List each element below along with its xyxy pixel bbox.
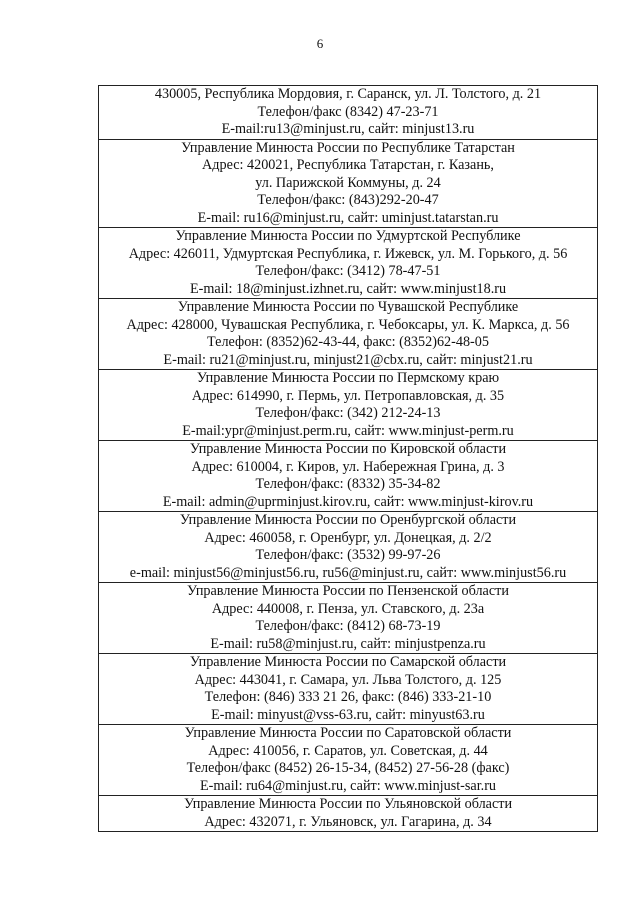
entry-line: Телефон: (8352)62-43-44, факс: (8352)62-48-05	[207, 334, 489, 350]
entry-line: 430005, Республика Мордовия, г. Саранск, ул. Л. Толстого, д. 21	[154, 86, 542, 102]
entry-line: Адрес: 440008, г. Пенза, ул. Ставского, д. 23а	[211, 600, 485, 617]
table-row	[99, 369, 597, 440]
entry-line: Управление Минюста России по Оренбургской области	[179, 512, 517, 528]
entry-line: Телефон/факс (8342) 47-23-71	[257, 103, 439, 120]
entry-line: Телефон: (846) 333 21 26, факс: (846) 333-21-10	[204, 689, 492, 705]
entry-line: Адрес: 420021, Республика Татарстан, г. Казань,	[202, 157, 494, 173]
entry-line: Адрес: 460058, г. Оренбург, ул. Донецкая, д. 2/2	[204, 529, 492, 546]
table-row	[99, 227, 597, 298]
entry-line: Управление Минюста России по Самарской области	[189, 654, 507, 670]
entry-line: Управление Минюста России по Ульяновской области	[183, 796, 513, 812]
entry-line: E-mail: 18@minjust.izhnet.ru, сайт: www.minjust18.ru	[189, 280, 507, 297]
entry-line: Управление Минюста России по Кировской области	[189, 441, 507, 457]
entry-line: e-mail: minjust56@minjust56.ru, ru56@minjust.ru, сайт: www.minjust56.ru	[129, 564, 567, 581]
entry-line: Управление Минюста России по Чувашской Республике	[177, 299, 519, 315]
entry-line: Телефон/факс (8452) 26-15-34, (8452) 27-56-28 (факс)	[186, 760, 510, 776]
entry-line: Управление Минюста России по Саратовской области	[184, 725, 512, 741]
table-row	[99, 795, 597, 831]
entry-line: Адрес: 443041, г. Самара, ул. Льва Толстого, д. 125	[194, 671, 502, 688]
entry-line: E-mail: ru16@minjust.ru, сайт: uminjust.tatarstan.ru	[197, 209, 499, 226]
entry-line: ул. Парижской Коммуны, д. 24	[255, 174, 441, 191]
entry-line: Адрес: 428000, Чувашская Республика, г. Чебоксары, ул. К. Маркса, д. 56	[126, 316, 570, 333]
entry-line: Телефон/факс: (8412) 68-73-19	[255, 618, 441, 634]
entry-line: E-mail:ru13@minjust.ru, сайт: minjust13.ru	[221, 121, 475, 137]
address-table	[98, 85, 598, 832]
entry-line: Телефон/факс: (8332) 35-34-82	[255, 476, 441, 492]
page-number: 6	[316, 36, 324, 51]
entry-line: Управление Минюста России по Пензенской области	[187, 583, 509, 599]
entry-line: Управление Минюста России по Удмуртской Республике	[175, 228, 521, 244]
table-row	[99, 440, 597, 511]
entry-line: E-mail: ru58@minjust.ru, сайт: minjustpenza.ru	[210, 635, 486, 652]
entry-line: Адрес: 610004, г. Киров, ул. Набережная Грина, д. 3	[191, 458, 505, 475]
entry-line: Управление Минюста России по Республике Татарстан	[181, 139, 515, 156]
entry-line: E-mail:ypr@minjust.perm.ru, сайт: www.minjust-perm.ru	[182, 422, 514, 439]
table-row	[99, 139, 597, 228]
entry-line: Телефон/факс: (843)292-20-47	[257, 192, 439, 208]
table-row	[99, 582, 597, 653]
entry-line: E-mail: ru64@minjust.ru, сайт: www.minjust-sar.ru	[199, 777, 497, 794]
entry-line: Телефон/факс: (342) 212-24-13	[255, 405, 441, 421]
entry-line: E-mail: minyust@vss-63.ru, сайт: minyust63.ru	[211, 706, 485, 723]
table-row	[99, 724, 597, 795]
entry-line: E-mail: ru21@minjust.ru, minjust21@cbx.ru, сайт: minjust21.ru	[163, 351, 533, 368]
entry-line: Адрес: 410056, г. Саратов, ул. Советская, д. 44	[208, 742, 488, 759]
table-row	[99, 86, 597, 139]
table-row	[99, 511, 597, 582]
entry-line: Адрес: 432071, г. Ульяновск, ул. Гагарина, д. 34	[204, 813, 492, 830]
entry-line: E-mail: admin@uprminjust.kirov.ru, сайт: www.minjust-kirov.ru	[162, 493, 534, 510]
entry-line: Адрес: 426011, Удмуртская Республика, г. Ижевск, ул. М. Горького, д. 56	[128, 245, 568, 262]
entry-line: Телефон/факс: (3412) 78-47-51	[255, 263, 441, 279]
entry-line: Управление Минюста России по Пермскому краю	[196, 370, 500, 386]
entry-line: Адрес: 614990, г. Пермь, ул. Петропавловская, д. 35	[191, 387, 505, 404]
table-row	[99, 653, 597, 724]
table-row	[99, 298, 597, 369]
entry-line: Телефон/факс: (3532) 99-97-26	[255, 547, 441, 563]
